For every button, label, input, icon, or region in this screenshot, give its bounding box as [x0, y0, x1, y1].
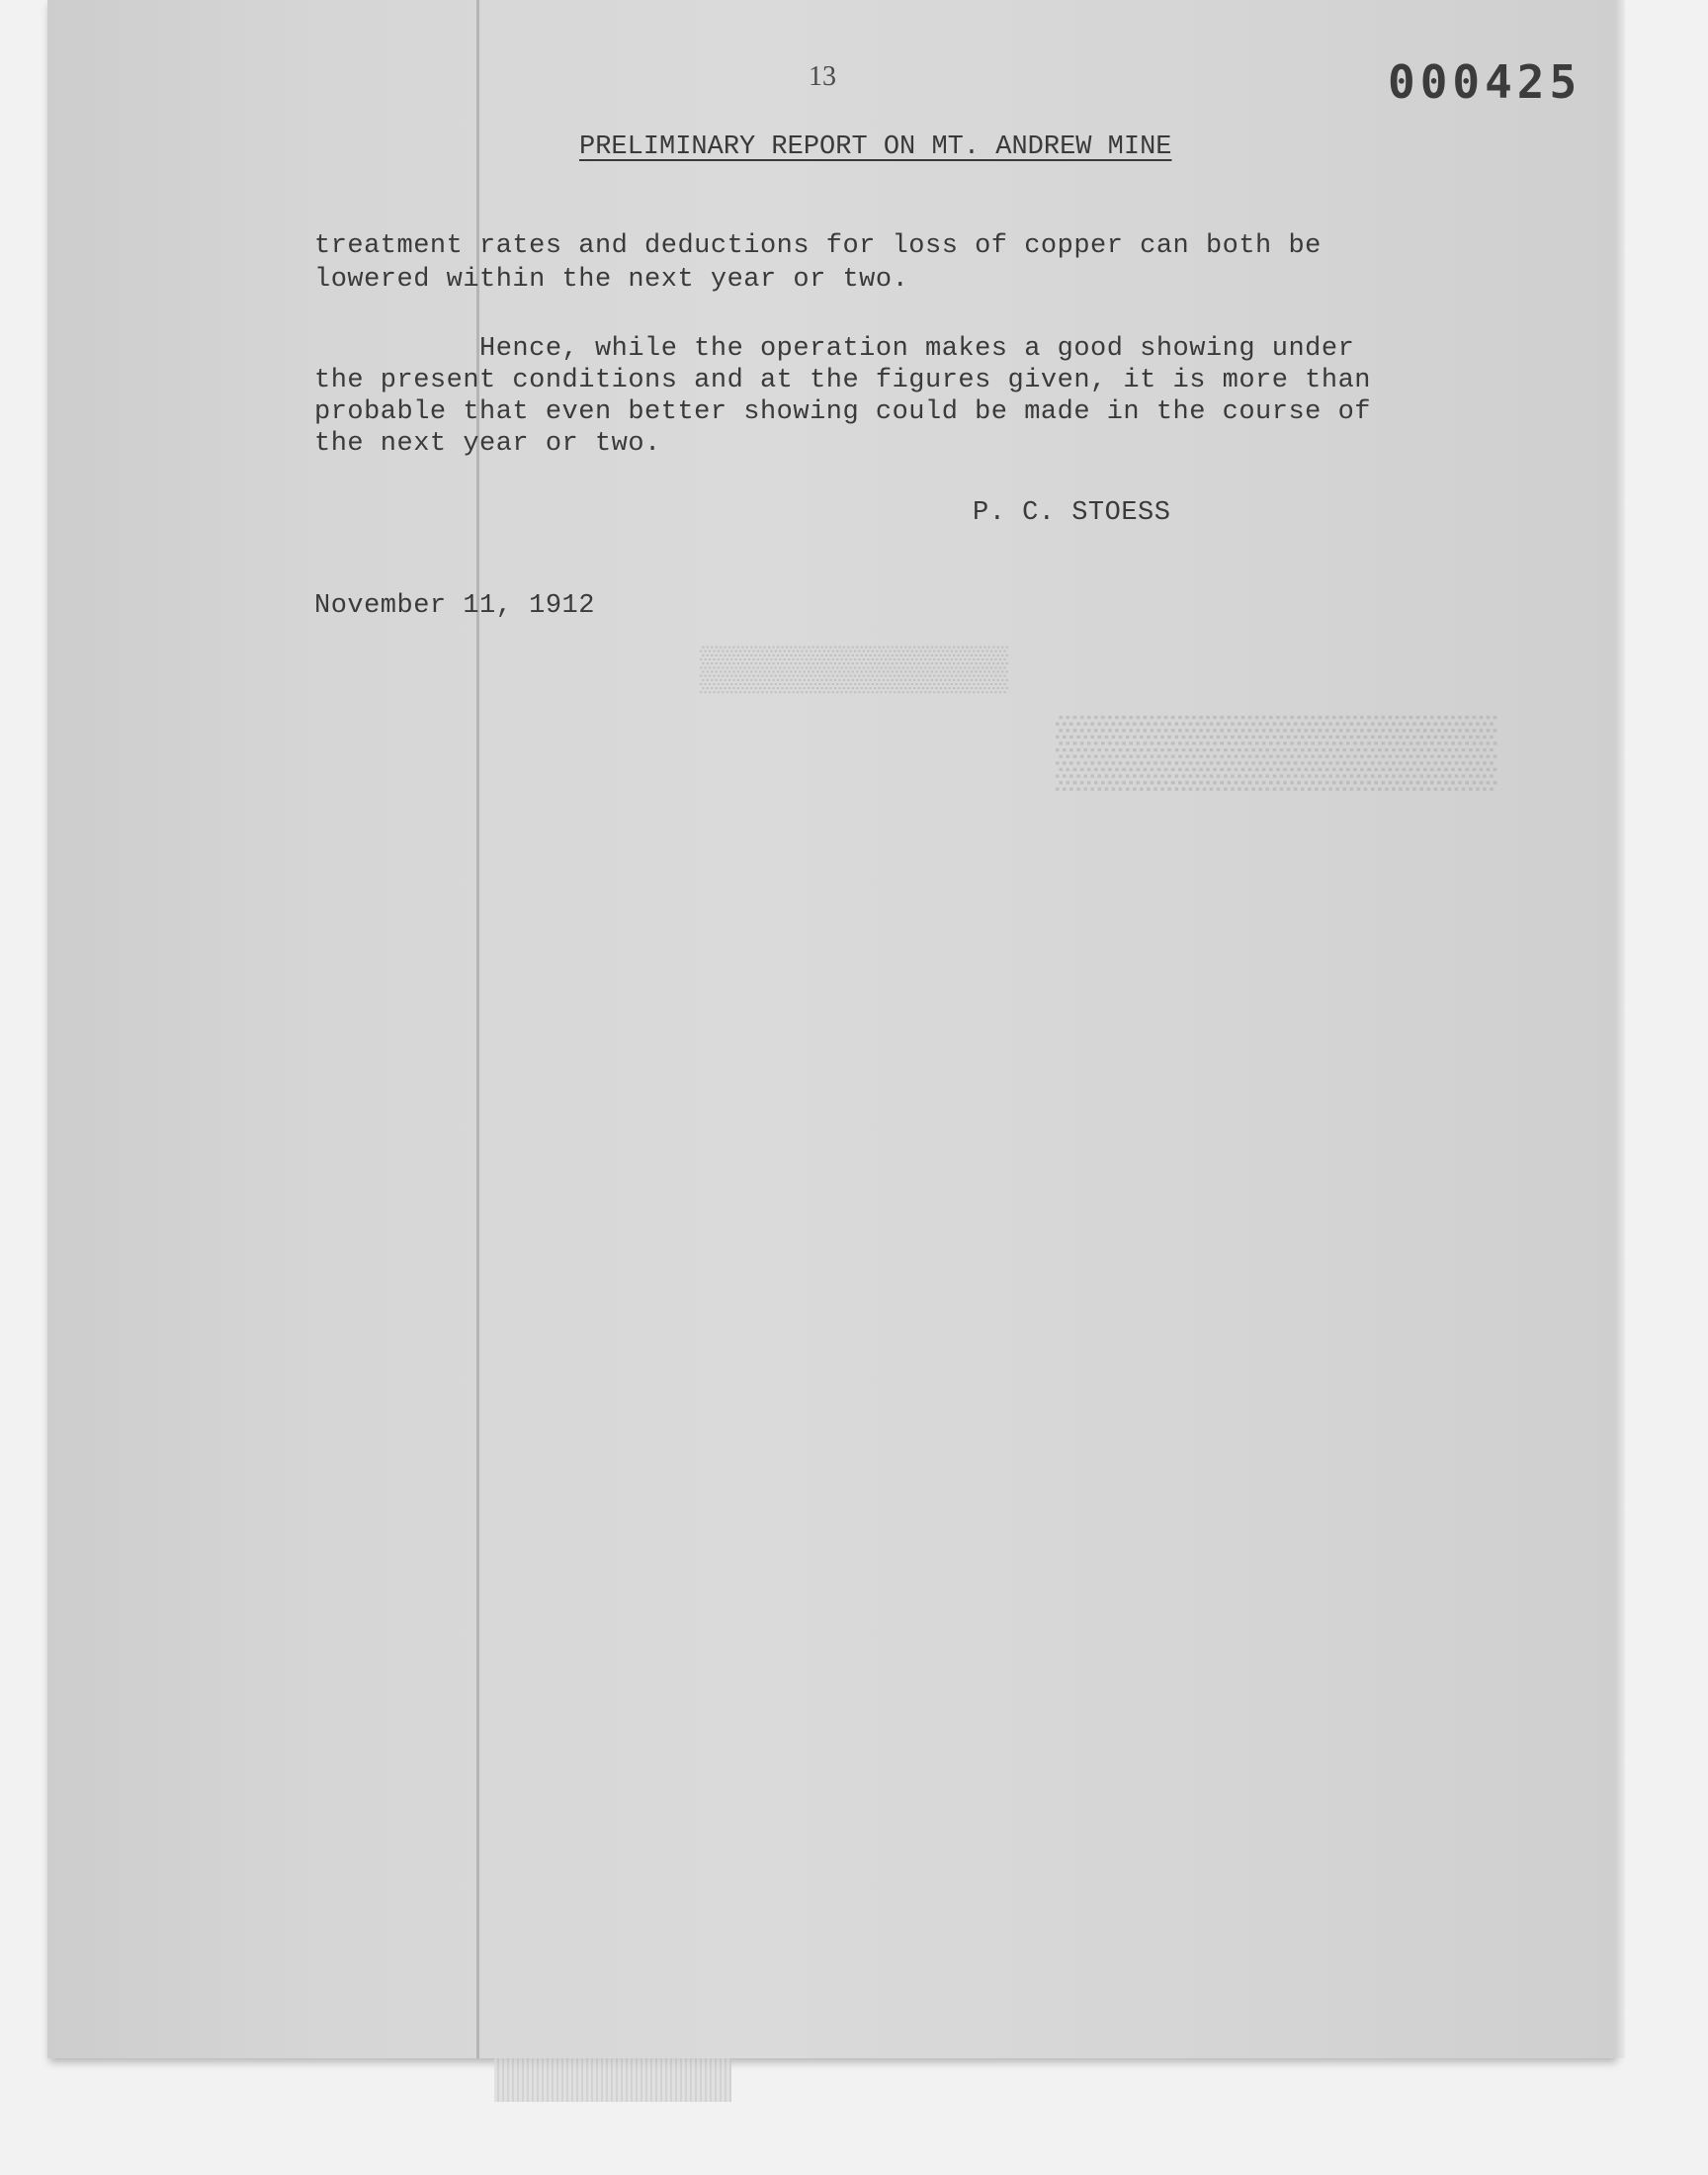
signature-name: P. C. STOESS [973, 498, 1171, 528]
report-title: PRELIMINARY REPORT ON MT. ANDREW MINE [579, 132, 1172, 162]
paragraph-line: probable that even better showing could be made in the course of [314, 397, 1371, 427]
bleed-through-stamp-large: ▒▒▒▒▒▒▒▒▒ [1056, 713, 1497, 789]
paragraph-line: the next year or two. [314, 429, 661, 459]
paragraph-line: Hence, while the operation makes a good showing under [314, 334, 1355, 364]
document-number: 000425 [1388, 55, 1582, 109]
paragraph-line: lowered within the next year or two. [314, 265, 909, 295]
fold-line [476, 0, 479, 2058]
document-page [47, 0, 1615, 2058]
document-date: November 11, 1912 [314, 591, 595, 621]
page-number: 13 [809, 61, 836, 92]
paragraph-line: the present conditions and at the figures given, it is more than [314, 366, 1371, 395]
paragraph-line: treatment rates and deductions for loss of copper can both be [314, 231, 1322, 261]
page-edge [1615, 0, 1625, 2058]
scan-strip [494, 2058, 731, 2102]
bleed-through-stamp: ▒▒▒▒▒▒▒▒▒▒ [700, 644, 1008, 692]
